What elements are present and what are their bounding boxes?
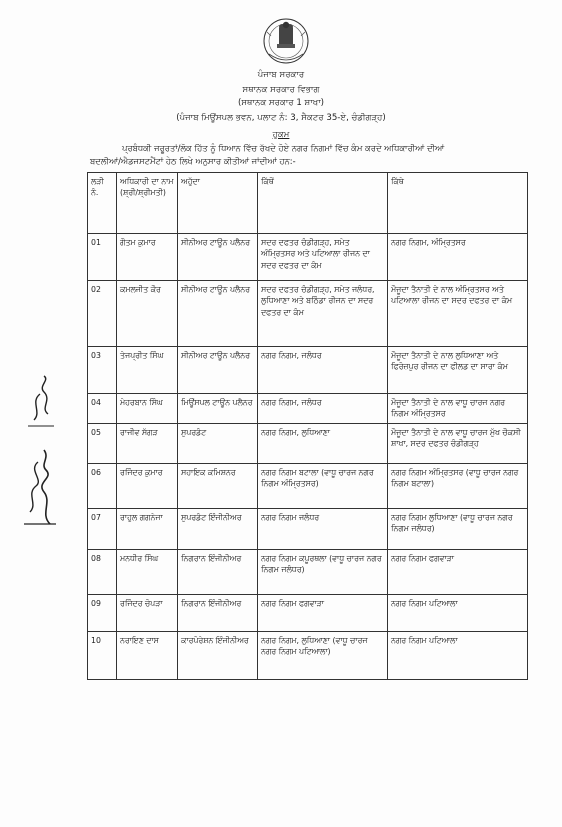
header-officer-name: ਅਧਿਕਾਰੀ ਦਾ ਨਾਮ (ਸ਼੍ਰੀ/ਸ਼੍ਰੀਮਤੀ) bbox=[117, 173, 178, 234]
from-cell: ਨਗਰ ਨਿਗਮ, ਲੁਧਿਆਣਾ bbox=[258, 423, 388, 463]
to-cell: ਮੌਜੂਦਾ ਤੈਨਾਤੀ ਦੇ ਨਾਲ ਅੰਮ੍ਰਿਤਸਰ ਅਤੇ ਪਟਿਆਲਾ ਰੀਜਨ ਦਾ ਸਦਰ ਦਫਤਰ ਦਾ ਕੰਮ bbox=[388, 281, 528, 347]
from-cell: ਸਦਰ ਦਫਤਰ ਚੰਡੀਗੜ੍ਹ, ਸਮੇਤ ਜਲੰਧਰ, ਲੁਧਿਆਣਾ ਅਤੇ ਬਠਿੰਡਾ ਰੀਜਨ ਦਾ ਸਦਰ ਦਫਤਰ ਦਾ ਕੰਮ bbox=[258, 281, 388, 347]
serial-cell: 06 bbox=[88, 463, 117, 508]
serial-cell: 03 bbox=[88, 347, 117, 394]
order-title: ਹੁਕਮ bbox=[272, 130, 290, 140]
serial-cell: 01 bbox=[88, 234, 117, 281]
government-name: ਪੰਜਾਬ ਸਰਕਾਰ bbox=[257, 70, 305, 80]
to-cell: ਮੌਜੂਦਾ ਤੈਨਾਤੀ ਦੇ ਨਾਲ ਵਾਧੂ ਚਾਰਜ ਨਗਰ ਨਿਗਮ ਅੰਮ੍ਰਿਤਸਰ bbox=[388, 394, 528, 424]
from-cell: ਨਗਰ ਨਿਗਮ ਫਗਵਾੜਾ bbox=[258, 594, 388, 631]
officer-name-cell: ਰਾਹੁਲ ਗਗਨੇਜਾ bbox=[117, 508, 178, 549]
officer-name-cell: ਨਰਾਇਣ ਦਾਸ bbox=[117, 631, 178, 679]
post-cell: ਕਾਰਪੋਰੇਸ਼ਨ ਇੰਜੀਨੀਅਰ bbox=[178, 631, 258, 679]
from-cell: ਨਗਰ ਨਿਗਮ ਕਪੂਰਥਲਾ (ਵਾਧੂ ਚਾਰਜ ਨਗਰ ਨਿਗਮ ਜਲੰਧਰ) bbox=[258, 549, 388, 594]
from-cell: ਸਦਰ ਦਫਤਰ ਚੰਡੀਗੜ੍ਹ, ਸਮੇਤ ਅੰਮ੍ਰਿਤਸਰ ਅਤੇ ਪਟਿਆਲਾ ਰੀਜਨ ਦਾ ਸਦਰ ਦਫਤਰ ਦਾ ਕੰਮ bbox=[258, 234, 388, 281]
order-intro bbox=[90, 142, 530, 168]
intro-line-1: ਪ੍ਰਬੰਧਕੀ ਜਰੂਰਤਾਂ/ਲੋਕ ਹਿੱਤ ਨੂੰ ਧਿਆਨ ਵਿੱਚ ਰੱਖਦੇ ਹੋਏ ਨਗਰ ਨਿਗਮਾਂ ਵਿੱਚ ਕੰਮ ਕਰਦੇ ਅਧਿਕਾਰੀਆਂ ਦੀਆਂ bbox=[122, 143, 445, 153]
serial-cell: 09 bbox=[88, 594, 117, 631]
serial-cell: 08 bbox=[88, 549, 117, 594]
officer-name-cell: ਕਮਲਜੀਤ ਕੌਰ bbox=[117, 281, 178, 347]
header-from: ਕਿੱਥੋਂ bbox=[258, 173, 388, 234]
to-cell: ਮੌਜੂਦਾ ਤੈਨਾਤੀ ਦੇ ਨਾਲ ਵਾਧੂ ਚਾਰਜ ਮੁੱਖ ਚੌਕਸੀ ਸ਼ਾਖਾ, ਸਦਰ ਦਫਤਰ ਚੰਡੀਗੜ੍ਹ bbox=[388, 423, 528, 463]
table-row bbox=[88, 347, 528, 394]
header-to: ਕਿੱਥੇ bbox=[388, 173, 528, 234]
officer-name-cell: ਰਾਜੀਵ ਸੱਗੜ bbox=[117, 423, 178, 463]
table-row bbox=[88, 549, 528, 594]
from-cell: ਨਗਰ ਨਿਗਮ ਜਲੰਧਰ bbox=[258, 508, 388, 549]
to-cell: ਨਗਰ ਨਿਗਮ, ਅੰਮ੍ਰਿਤਸਰ bbox=[388, 234, 528, 281]
from-cell: ਨਗਰ ਨਿਗਮ, ਲੁਧਿਆਣਾ (ਵਾਧੂ ਚਾਰਜ ਨਗਰ ਨਿਗਮ ਪਟਿਆਲਾ) bbox=[258, 631, 388, 679]
government-emblem-seal bbox=[261, 14, 311, 72]
table-row bbox=[88, 394, 528, 424]
serial-cell: 07 bbox=[88, 508, 117, 549]
table-header-row bbox=[88, 173, 528, 234]
header-serial: ਲੜੀ ਨੰ. bbox=[88, 173, 117, 234]
post-cell: ਸੀਨੀਅਰ ਟਾਊਨ ਪਲੈਨਰ bbox=[178, 281, 258, 347]
post-cell: ਸਹਾਇਕ ਕਮਿਸ਼ਨਰ bbox=[178, 463, 258, 508]
table-row bbox=[88, 508, 528, 549]
serial-cell: 04 bbox=[88, 394, 117, 424]
officer-name-cell: ਮਨਧੀਰ ਸਿੰਘ bbox=[117, 549, 178, 594]
department-name: ਸਥਾਨਕ ਸਰਕਾਰ ਵਿਭਾਗ bbox=[242, 85, 320, 95]
from-cell: ਨਗਰ ਨਿਗਮ, ਜਲੰਧਰ bbox=[258, 394, 388, 424]
post-cell: ਮਿਊਂਸਪਲ ਟਾਊਨ ਪਲੈਨਰ bbox=[178, 394, 258, 424]
post-cell: ਨਿਗਰਾਨ ਇੰਜੀਨੀਅਰ bbox=[178, 549, 258, 594]
table-row bbox=[88, 463, 528, 508]
serial-cell: 10 bbox=[88, 631, 117, 679]
transfer-table bbox=[87, 172, 528, 680]
header-post: ਅਹੁੱਦਾ bbox=[178, 173, 258, 234]
table-row bbox=[88, 234, 528, 281]
from-cell: ਨਗਰ ਨਿਗਮ ਬਟਾਲਾ (ਵਾਧੂ ਚਾਰਜ ਨਗਰ ਨਿਗਮ ਅੰਮ੍ਰਿਤਸਰ) bbox=[258, 463, 388, 508]
serial-cell: 02 bbox=[88, 281, 117, 347]
to-cell: ਮੌਜੂਦਾ ਤੈਨਾਤੀ ਦੇ ਨਾਲ ਲੁਧਿਆਣਾ ਅਤੇ ਫਿਰੋਜ਼ਪੁਰ ਰੀਜਨ ਦਾ ਫੀਲਡ ਦਾ ਸਾਰਾ ਕੰਮ bbox=[388, 347, 528, 394]
branch-name: (ਸਥਾਨਕ ਸਰਕਾਰ 1 ਸ਼ਾਖਾ) bbox=[237, 98, 325, 108]
officer-name-cell: ਮੇਹਰਬਾਨ ਸਿੰਘ bbox=[117, 394, 178, 424]
to-cell: ਨਗਰ ਨਿਗਮ ਲੁਧਿਆਣਾ (ਵਾਧੂ ਚਾਰਜ ਨਗਰ ਨਿਗਮ ਜਲੰਧਰ) bbox=[388, 508, 528, 549]
post-cell: ਸੀਨੀਅਰ ਟਾਊਨ ਪਲੈਨਰ bbox=[178, 347, 258, 394]
post-cell: ਸੁਪਰਡੰਟ ਇੰਜੀਨੀਅਰ bbox=[178, 508, 258, 549]
table-row bbox=[88, 423, 528, 463]
officer-name-cell: ਤੇਜਪ੍ਰੀਤ ਸਿੰਘ bbox=[117, 347, 178, 394]
post-cell: ਨਿਗਰਾਨ ਇੰਜੀਨੀਅਰ bbox=[178, 594, 258, 631]
to-cell: ਨਗਰ ਨਿਗਮ ਫਗਵਾੜਾ bbox=[388, 549, 528, 594]
from-cell: ਨਗਰ ਨਿਗਮ, ਜਲੰਧਰ bbox=[258, 347, 388, 394]
intro-line-2: ਬਦਲੀਆਂ/ਐਡਜਸਟਮੈਂਟਾਂ ਹੇਠ ਲਿਖੇ ਅਨੁਸਾਰ ਕੀਤੀਆਂ ਜਾਂਦੀਆਂ ਹਨ:- bbox=[90, 156, 296, 166]
serial-cell: 05 bbox=[88, 423, 117, 463]
officer-name-cell: ਗੌਤਮ ਕੁਮਾਰ bbox=[117, 234, 178, 281]
post-cell: ਸੀਨੀਅਰ ਟਾਊਨ ਪਲੈਨਰ bbox=[178, 234, 258, 281]
table-row bbox=[88, 281, 528, 347]
to-cell: ਨਗਰ ਨਿਗਮ ਅੰਮ੍ਰਿਤਸਰ (ਵਾਧੂ ਚਾਰਜ ਨਗਰ ਨਿਗਮ ਬਟਾਲਾ) bbox=[388, 463, 528, 508]
officer-name-cell: ਰਜਿੰਦਰ ਕੁਮਾਰ bbox=[117, 463, 178, 508]
office-address: (ਪੰਜਾਬ ਮਿਊਂਸਪਲ ਭਵਨ, ਪਲਾਟ ਨੰ: 3, ਸੈਕਟਰ 35-ਏ, ਚੰਡੀਗੜ੍ਹ) bbox=[176, 113, 386, 123]
post-cell: ਸੁਪਰਡੰਟ bbox=[178, 423, 258, 463]
to-cell: ਨਗਰ ਨਿਗਮ ਪਟਿਆਲਾ bbox=[388, 631, 528, 679]
officer-name-cell: ਰਜਿੰਦਰ ਚੋਪੜਾ bbox=[117, 594, 178, 631]
to-cell: ਨਗਰ ਨਿਗਮ ਪਟਿਆਲਾ bbox=[388, 594, 528, 631]
handwritten-signature bbox=[10, 374, 66, 534]
table-row bbox=[88, 594, 528, 631]
table-row bbox=[88, 631, 528, 679]
